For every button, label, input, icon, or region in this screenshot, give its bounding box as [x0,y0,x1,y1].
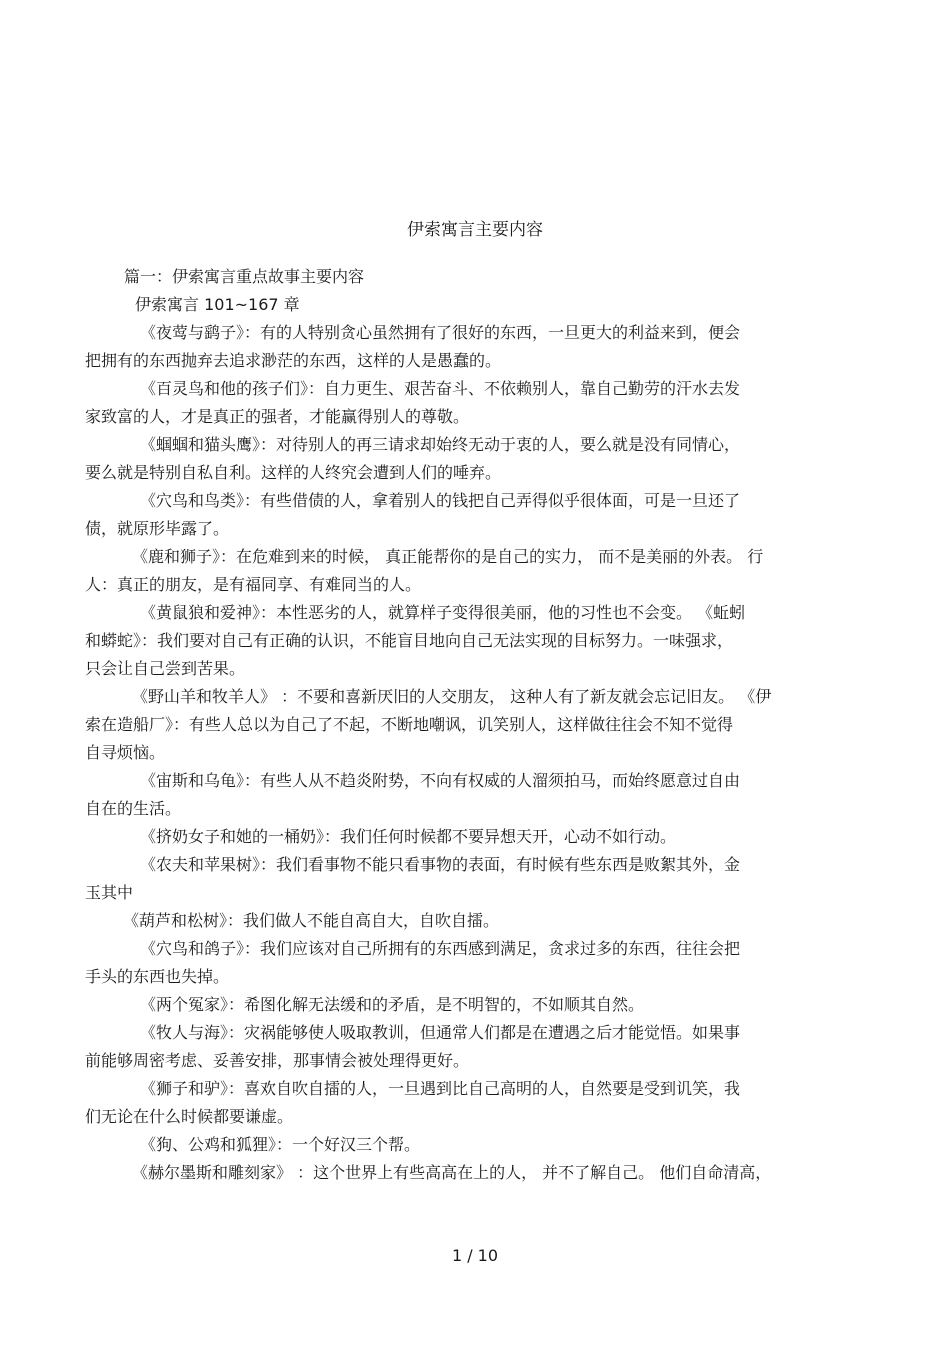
fable-line-continued: 家致富的人，才是真正的强者，才能赢得别人的尊敬。 [85,407,470,426]
fable-line-continued: 自寻烦恼。 [85,743,166,762]
fable-entry [85,935,875,991]
fable-line-continued: 人：真正的朋友，是有福同享、有难同当的人。 [85,575,422,594]
fable-entry [85,907,875,935]
section-heading: 篇一：伊索寓言重点故事主要内容 [124,267,365,286]
fable-line: 《挤奶女子和她的一桶奶》：我们任何时候都不要异想天开，心动不如行动。 [140,827,677,846]
fable-line-continued: 们无论在什么时候都要谦虚。 [85,1107,294,1126]
fable-entry [85,1159,875,1187]
fable-line: 《两个冤家》：希图化解无法缓和的矛盾，是不明智的，不如顺其自然。 [140,995,645,1014]
fable-line-continued: 债，就原形毕露了。 [85,519,230,538]
fable-line-continued: 把拥有的东西抛弃去追求渺茫的东西，这样的人是愚蠢的。 [85,351,502,370]
fable-entry [85,1075,875,1131]
document-title: 伊索寓言主要内容 [407,220,543,240]
fable-line-continued: 只会让自己尝到苦果。 [85,659,246,678]
fable-line-continued: 自在的生活。 [85,799,182,818]
fable-line: 《鹿和狮子》：在危难到来的时候， 真正能帮你的是自己的实力， 而不是美丽的外表。 行 [132,547,764,566]
fable-entry [85,767,875,823]
fable-entry [85,431,875,487]
fable-entry [85,991,875,1019]
fable-line-continued: 玉其中 [85,883,134,902]
fable-entry [85,375,875,431]
fable-entry [85,599,875,655]
fable-line: 《穴鸟和鸽子》：我们应该对自己所拥有的东西感到满足，贪求过多的东西，往往会把 [140,939,741,958]
fable-line: 《狮子和驴》：喜欢自吹自擂的人，一旦遇到比自己高明的人，自然要是受到讥笑，我 [140,1079,741,1098]
fable-entry [85,823,875,851]
fable-line: 《狗、公鸡和狐狸》：一个好汉三个帮。 [140,1135,421,1154]
fable-entry [85,1131,875,1159]
fable-line: 《野山羊和牧羊人》 ：不要和喜新厌旧的人交朋友， 这种人有了新友就会忘记旧友。 《伊 [132,687,772,706]
fable-entry [85,543,875,599]
fable-entry [85,1019,875,1075]
fable-line: 《葫芦和松树》：我们做人不能自高自大，自吹自擂。 [123,911,500,930]
page-number: 1 / 10 [451,1246,499,1265]
fable-line: 《牧人与海》：灾祸能够使人吸取教训，但通常人们都是在遭遇之后才能觉悟。如果事 [140,1023,741,1042]
fable-line: 《夜莺与鹞子》：有的人特别贪心虽然拥有了很好的东西，一旦更大的利益来到，便会 [140,323,741,342]
chapter-subtitle: 伊索寓言 101~167 章 [135,295,300,314]
fable-line: 《赫尔墨斯和雕刻家》 ：这个世界上有些高高在上的人， 并不了解自己。 他们自命清高， [132,1163,772,1182]
fable-line: 《农夫和苹果树》：我们看事物不能只看事物的表面，有时候有些东西是败絮其外，金 [140,855,741,874]
fable-line-continued: 和蟒蛇》：我们要对自己有正确的认识，不能盲目地向自己无法实现的目标努力。一味强求， [85,631,734,650]
fable-entry [85,851,875,907]
fable-line: 《穴鸟和鸟类》：有些借债的人，拿着别人的钱把自己弄得似乎很体面，可是一旦还了 [140,491,741,510]
fable-line: 《宙斯和乌龟》：有些人从不趋炎附势，不向有权威的人溜须拍马，而始终愿意过自由 [140,771,741,790]
fable-line: 《黄鼠狼和爱神》：本性恶劣的人，就算样子变得很美丽，他的习性也不会变。 《蚯蚓 [140,603,746,622]
fable-line-continued: 手头的东西也失掉。 [85,967,230,986]
fable-entry [85,487,875,543]
fable-line: 《百灵鸟和他的孩子们》：自力更生、艰苦奋斗、不依赖别人，靠自己勤劳的汗水去发 [140,379,741,398]
fable-line-continued: 索在造船厂》：有些人总以为自己了不起，不断地嘲讽，讥笑别人，这样做往往会不知不觉得 [85,715,734,734]
fable-line-continued: 前能够周密考虑、妥善安排，那事情会被处理得更好。 [85,1051,470,1070]
fable-entry [85,655,875,683]
fable-entry [85,739,875,767]
fable-entry [85,319,875,375]
fable-entry [85,683,875,739]
fable-line: 《蝈蝈和猫头鹰》：对待别人的再三请求却始终无动于衷的人，要么就是没有同情心， [140,435,741,454]
fable-list [85,319,875,1187]
fable-line-continued: 要么就是特别自私自利。这样的人终究会遭到人们的唾弃。 [85,463,502,482]
